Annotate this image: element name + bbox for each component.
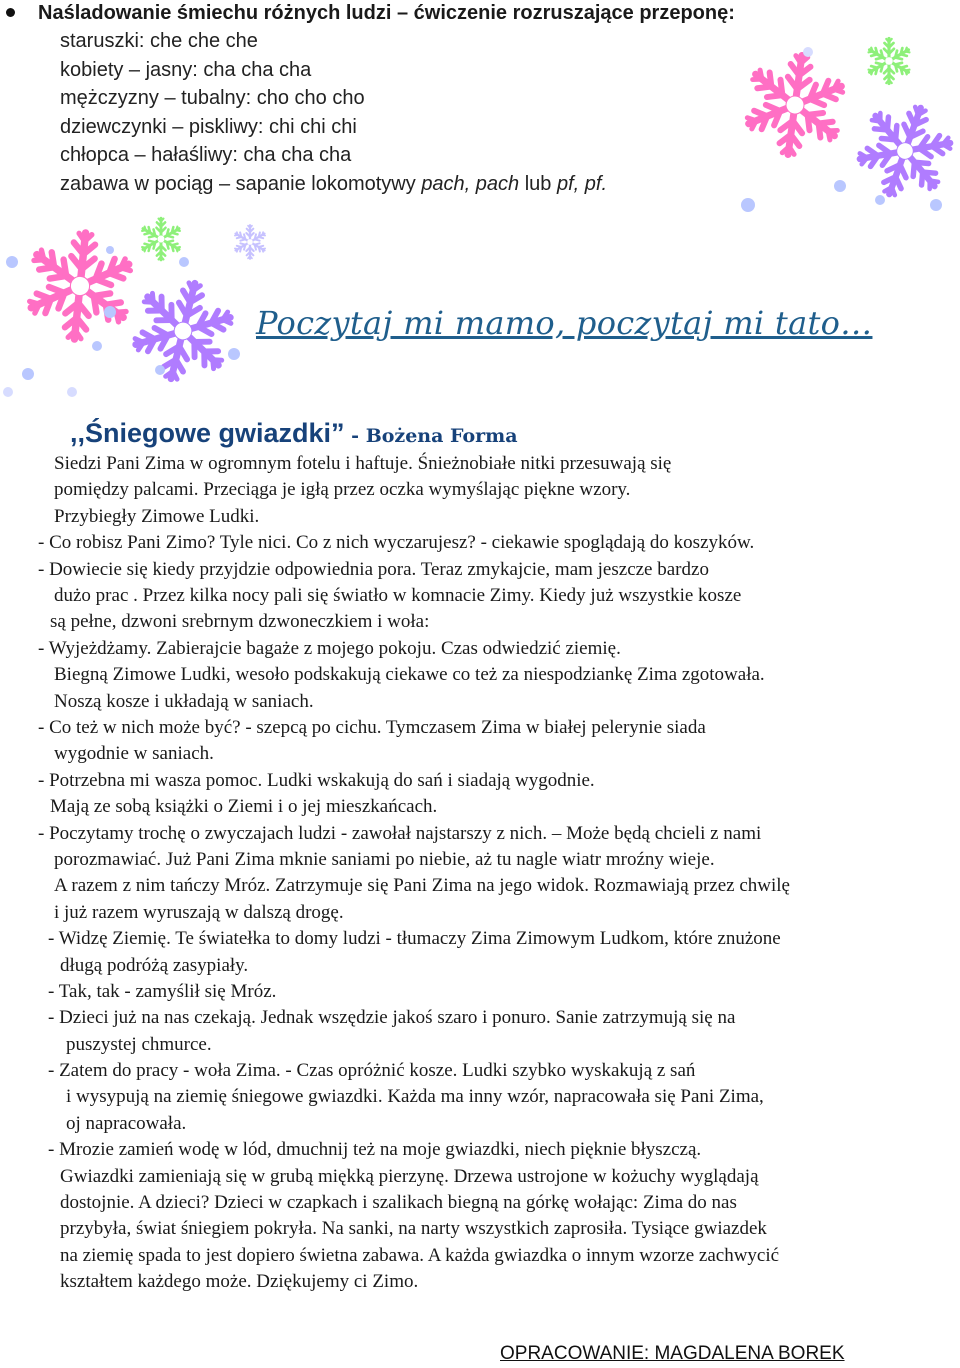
story-line: przybyła, świat śniegiem pokryła. Na sanki, na narty wszystkich zaprosiła. Tysiące gwiazdek xyxy=(60,1218,767,1239)
story-line: - Co robisz Pani Zimo? Tyle nici. Co z nich wyczarujesz? - ciekawie spoglądają do koszyków. xyxy=(38,532,755,553)
story-line: - Poczytamy trochę o zwyczajach ludzi - zawołał najstarszy z nich. – Może będą chcieli z nami xyxy=(38,823,762,844)
exercise-line: chłopca – hałaśliwy: cha cha cha xyxy=(60,144,352,166)
story-line: dużo prac . Przez kilka nocy pali się światło w komnacie Zimy. Kiedy już wszystkie kosze xyxy=(54,585,742,606)
snow-dots xyxy=(0,0,960,460)
story-line: Biegną Zimowe Ludki, wesoło podskakują ciekawe co też za niespodziankę Zima zgotowała. xyxy=(54,664,765,685)
story-line: - Zatem do pracy - woła Zima. - Czas opróżnić kosze. Ludki szybko wyskakują z sań xyxy=(48,1060,696,1081)
story-line: pomiędzy palcami. Przeciąga je igłą przez oczka wymyślając piękne wzory. xyxy=(54,479,631,500)
story-line: Przybiegły Zimowe Ludki. xyxy=(54,506,260,527)
story-title-text: ,,Śniegowe gwiazdki” xyxy=(70,418,345,448)
exercise-line: staruszki: che che che xyxy=(60,30,258,52)
story-line: - Mrozie zamień wodę w lód, dmuchnij też na moje gwiazdki, niech pięknie błyszczą. xyxy=(48,1139,702,1160)
story-line: - Co też w nich może być? - szepcą po cichu. Tymczasem Zima w białej pelerynie siada xyxy=(38,717,706,738)
story-line: - Widzę Ziemię. Te światełka to domy ludzi - tłumaczy Zima Zimowym Ludkom, które znużone xyxy=(48,928,781,949)
exercise-line: kobiety – jasny: cha cha cha xyxy=(60,59,312,81)
story-line: są pełne, dzwoni srebrnym dzwoneczkiem i woła: xyxy=(50,611,430,632)
reading-title: Poczytaj mi mamo, poczytaj mi tato… xyxy=(256,304,873,342)
exercise-text: lub xyxy=(519,173,557,195)
story-dash: - xyxy=(344,425,366,447)
story-line: kształtem każdego może. Dziękujemy ci Zimo. xyxy=(60,1271,419,1292)
story-line: A razem z nim tańczy Mróz. Zatrzymuje się Pani Zima na jego widok. Rozmawiają przez chwilę xyxy=(54,875,790,896)
story-line: - Tak, tak - zamyślił się Mróz. xyxy=(48,981,277,1002)
story-line: oj napracowała. xyxy=(66,1113,187,1134)
exercise-text: zabawa w pociąg – sapanie lokomotywy xyxy=(60,173,422,195)
story-line: wygodnie w saniach. xyxy=(54,743,214,764)
exercise-italic: pf, pf. xyxy=(556,173,608,195)
story-title xyxy=(70,418,518,449)
story-line: Siedzi Pani Zima w ogromnym fotelu i haftuje. Śnieżnobiałe nitki przesuwają się xyxy=(54,453,672,474)
story-line: - Dzieci już na nas czekają. Jednak wszędzie jakoś szaro i ponuro. Sanie zatrzymują się na xyxy=(48,1007,736,1028)
exercise-line: dziewczynki – piskliwy: chi chi chi xyxy=(60,116,357,138)
story-line: - Wyjeżdżamy. Zabierajcie bagaże z mojego pokoju. Czas odwiedzić ziemię. xyxy=(38,638,621,659)
story-line: Noszą kosze i układają w saniach. xyxy=(54,691,314,712)
story-line: - Potrzebna mi wasza pomoc. Ludki wskakują do sań i siadają wygodnie. xyxy=(38,770,595,791)
exercise-italic: pach, pach xyxy=(421,173,520,195)
story-line: i wysypują na ziemię śniegowe gwiazdki. Każda ma inny wzór, napracowała się Pani Zima, xyxy=(66,1086,764,1107)
exercise-line: mężczyzny – tubalny: cho cho cho xyxy=(60,87,365,109)
story-line: na ziemię spada to jest dopiero świetna zabawa. A każda gwiazdka o innym wzorze zachwycić xyxy=(60,1245,780,1266)
story-line: i już razem wyruszają w dalszą drogę. xyxy=(54,902,344,923)
story-line: puszystej chmurce. xyxy=(66,1034,212,1055)
story-line: Gwiazdki zamieniają się w grubą miękką pierzynę. Drzewa ustrojone w kożuchy wyglądają xyxy=(60,1166,759,1187)
story-line: porozmawiać. Już Pani Zima mknie saniami po niebie, aż tu nagle wiatr mroźny wieje. xyxy=(54,849,715,870)
author-credit: OPRACOWANIE: MAGDALENA BOREK xyxy=(500,1343,845,1364)
story-line: - Dowiecie się kiedy przyjdzie odpowiednia pora. Teraz zmykajcie, mam jeszcze bardzo xyxy=(38,559,709,580)
story-author: Bożena Forma xyxy=(365,425,518,447)
story-line: Mają ze sobą książki o Ziemi i o jej mieszkańcach. xyxy=(50,796,438,817)
story-line: długą podróżą zasypiały. xyxy=(60,955,249,976)
story-line: dostojnie. A dzieci? Dzieci w czapkach i szalikach biegną na górkę wołając: Zima do nas xyxy=(60,1192,737,1213)
exercise-heading: Naśladowanie śmiechu różnych ludzi – ćwiczenie rozruszające przeponę: xyxy=(38,2,735,24)
